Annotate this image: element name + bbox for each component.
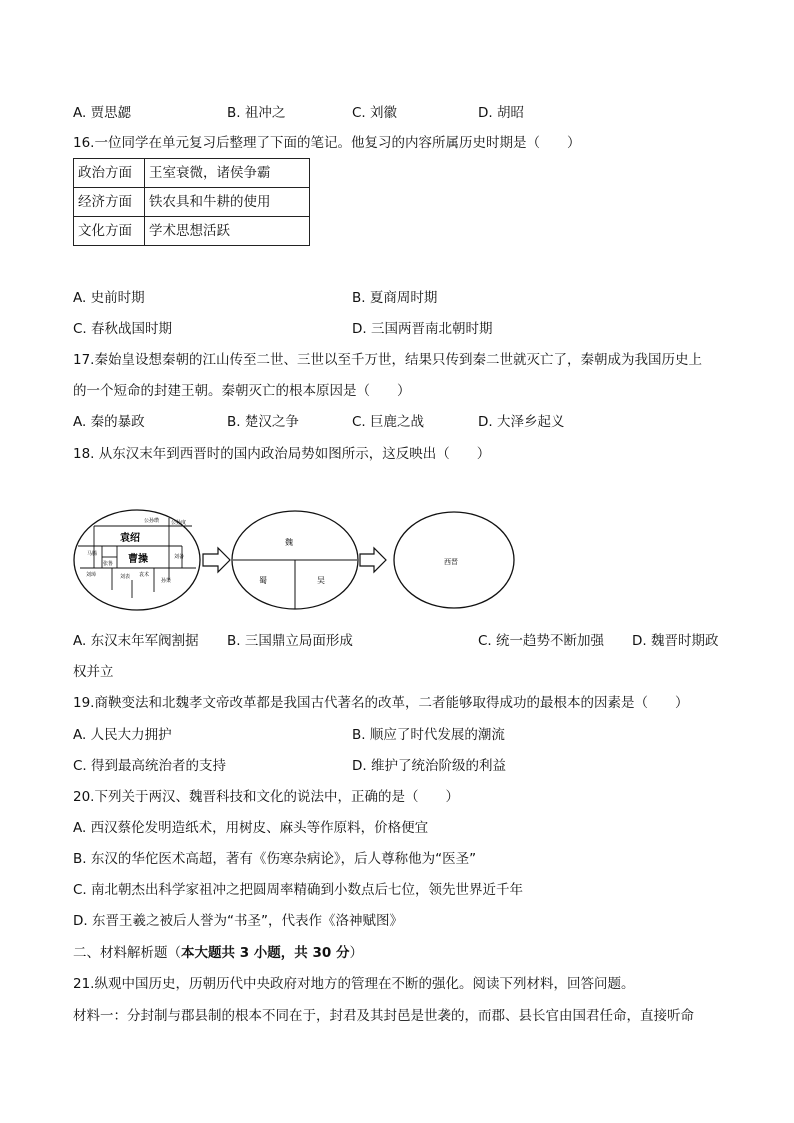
section-heading [73, 944, 363, 962]
q16-option-b[interactable]: B. 夏商周时期 [352, 290, 438, 306]
table-row [74, 188, 310, 217]
q20-option-a[interactable]: A. 西汉蔡伦发明造纸术，用树皮、麻头等作原料，价格便宜 [73, 820, 429, 836]
q17-option-a[interactable]: A. 秦的暴政 [73, 414, 145, 430]
table-cell-key: 政治方面 [74, 159, 145, 188]
label-gongsunzan: 公孙瓒 [144, 518, 160, 524]
q18-option-d-wrap: 权并立 [73, 664, 114, 680]
q18-political-map-diagram [72, 508, 520, 612]
q18-option-c[interactable]: C. 统一趋势不断加强 [478, 633, 605, 649]
q21-material-1: 材料一：分封制与郡县制的根本不同在于，封君及其封邑是世袭的，而郡、县长官由国君任命，直接听命 [73, 1008, 694, 1024]
q18-option-b[interactable]: B. 三国鼎立局面形成 [227, 633, 353, 649]
q17-stem-line1: 17.秦始皇设想秦朝的江山传至二世、三世以至千万世，结果只传到秦二世就灭亡了，秦朝成为我国历史上 [73, 352, 702, 368]
label-xijin: 西晋 [444, 558, 458, 566]
q20-option-b[interactable]: B. 东汉的华佗医术高超，著有《伤寒杂病论》，后人尊称他为“医圣” [73, 851, 477, 867]
q19-option-d[interactable]: D. 维护了统治阶级的利益 [352, 758, 506, 774]
table-row [74, 159, 310, 188]
q15-option-d[interactable]: D. 胡昭 [478, 105, 524, 121]
q17-stem-line2: 的一个短命的封建王朝。秦朝灭亡的根本原因是（ ） [73, 383, 411, 399]
label-liubei: 刘备 [174, 554, 185, 560]
label-wu: 吴 [317, 576, 325, 585]
q19-option-b[interactable]: B. 顺应了时代发展的潮流 [352, 727, 505, 743]
label-liubiao: 刘表 [120, 574, 131, 580]
label-zhanglu: 张鲁 [103, 561, 114, 567]
label-liuzhang: 刘璋 [86, 572, 97, 578]
western-jin-map [394, 512, 514, 608]
table-cell-value: 铁农具和牛耕的使用 [145, 188, 310, 217]
q18-option-a[interactable]: A. 东汉末年军阀割据 [73, 633, 199, 649]
label-caocao: 曹操 [128, 554, 148, 565]
section-heading-suffix: ） [349, 945, 363, 961]
arrow-right-icon [203, 548, 230, 572]
q21-stem: 21.纵观中国历史，历朝历代中央政府对地方的管理在不断的强化。阅读下列材料，回答问题。 [73, 976, 635, 992]
arrow-right-icon [360, 548, 386, 572]
section-heading-prefix: 二、材料解析题（ [73, 945, 181, 961]
q16-option-d[interactable]: D. 三国两晋南北朝时期 [352, 321, 493, 337]
q19-option-c[interactable]: C. 得到最高统治者的支持 [73, 758, 227, 774]
q16-stem: 16.一位同学在单元复习后整理了下面的笔记。他复习的内容所属历史时期是（ ） [73, 135, 581, 151]
table-cell-value: 学术思想活跃 [145, 217, 310, 246]
section-heading-detail: 本大题共 3 小题，共 30 分 [181, 945, 350, 961]
warlords-map [74, 510, 200, 610]
table-cell-value: 王室衰微，诸侯争霸 [145, 159, 310, 188]
label-sunce: 孙策 [161, 578, 172, 584]
table-cell-key: 经济方面 [74, 188, 145, 217]
q20-option-c[interactable]: C. 南北朝杰出科学家祖冲之把圆周率精确到小数点后七位，领先世界近千年 [73, 882, 524, 898]
q17-option-d[interactable]: D. 大泽乡起义 [478, 414, 565, 430]
label-wei: 魏 [285, 538, 293, 547]
label-mateng: 马腾 [87, 551, 98, 557]
label-gongsundu: 公孙度 [171, 520, 187, 526]
label-shu: 蜀 [259, 576, 267, 585]
three-kingdoms-map [232, 511, 358, 609]
q18-option-d[interactable]: D. 魏晋时期政 [632, 633, 719, 649]
table-row [74, 217, 310, 246]
q20-stem: 20.下列关于两汉、魏晋科技和文化的说法中，正确的是（ ） [73, 789, 459, 805]
q16-option-c[interactable]: C. 春秋战国时期 [73, 321, 173, 337]
q15-option-c[interactable]: C. 刘徽 [352, 105, 398, 121]
label-yuanshao: 袁绍 [120, 533, 140, 544]
q19-stem: 19.商鞅变法和北魏孝文帝改革都是我国古代著名的改革，二者能够取得成功的最根本的因素是（ ） [73, 695, 689, 711]
q17-option-b[interactable]: B. 楚汉之争 [227, 414, 299, 430]
table-cell-key: 文化方面 [74, 217, 145, 246]
q17-option-c[interactable]: C. 巨鹿之战 [352, 414, 425, 430]
q19-option-a[interactable]: A. 人民大力拥护 [73, 727, 172, 743]
q20-option-d[interactable]: D. 东晋王羲之被后人誉为“书圣”，代表作《洛神赋图》 [73, 913, 403, 929]
q16-option-a[interactable]: A. 史前时期 [73, 290, 145, 306]
q15-option-b[interactable]: B. 祖冲之 [227, 105, 286, 121]
label-yuanshu: 袁术 [139, 572, 150, 578]
q15-option-a[interactable]: A. 贾思勰 [73, 105, 132, 121]
q18-stem: 18. 从东汉末年到西晋时的国内政治局势如图所示，这反映出（ ） [73, 446, 491, 462]
q16-notes-table [73, 158, 310, 246]
